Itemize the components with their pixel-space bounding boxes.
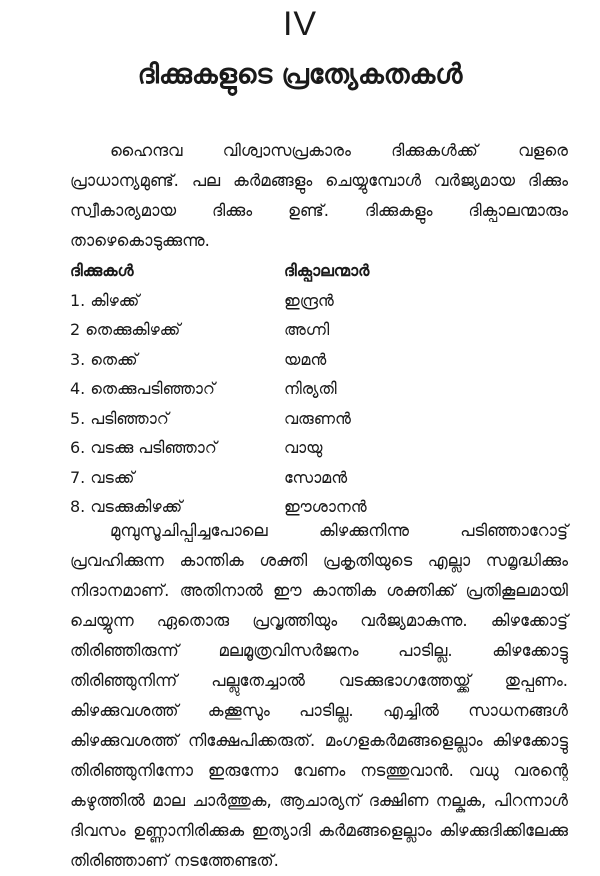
header-guardians: ദിക്പാലന്മാർ — [284, 261, 370, 280]
direction-cell: 5. പടിഞ്ഞാറ് — [70, 408, 169, 428]
guardian-cell: സോമൻ — [284, 467, 348, 487]
chapter-number: IV — [282, 5, 318, 43]
header-directions: ദിക്കുകൾ — [70, 261, 134, 280]
guardian-cell: നിര്യതി — [284, 379, 337, 398]
direction-cell: 2 തെക്കുകിഴക്ക് — [70, 320, 181, 339]
chapter-title: ദിക്കുകളുടെ പ്രത്യേകതകൾ — [137, 59, 463, 90]
table-row — [70, 374, 568, 404]
table-row — [70, 433, 568, 463]
table-row — [70, 286, 568, 316]
table-row — [70, 345, 568, 375]
direction-cell: 7. വടക്ക് — [70, 467, 135, 487]
guardian-cell: അഗ്നി — [284, 320, 330, 339]
table-row — [70, 404, 568, 434]
guardian-cell: യമൻ — [284, 349, 327, 369]
direction-cell: 6. വടക്കു പടിഞ്ഞാറ് — [70, 438, 217, 457]
directions-guardians-table — [70, 256, 568, 522]
table-row — [70, 315, 568, 345]
intro-paragraph: ഹൈന്ദവ വിശ്വാസപ്രകാരം ദിക്കുകൾക്ക് വളരെ പ്രാധാന്യമുണ്ട്. പല കർമങ്ങളും ചെയ്യുമ്പോൾ വർജ്യമായ ദിക്കും സ്വീകാര്യമായ ദിക്കും ഉണ്ട്. ദിക്കുകളും ദിക്പാലന്മാരും താഴെകൊടുക്കുന്നു. — [70, 141, 568, 250]
direction-cell: 4. തെക്കുപടിഞ്ഞാറ് — [70, 379, 215, 398]
body-paragraph: മുമ്പുസൂചിപ്പിച്ചപോലെ കിഴക്കുനിന്നു പടിഞ്ഞാറോട്ട് പ്രവഹിക്കുന്ന കാന്തിക ശക്തി പ്രകൃതിയുടെ എല്ലാ സമൃദ്ധിക്കും നിദാനമാണ്. അതിനാൽ ഈ കാന്തിക ശക്തിക്ക് പ്രതികൂലമായി ചെയ്യുന്ന ഏതൊരു പ്രവൃത്തിയും വർജ്യമാകുന്നു. കിഴക്കോട്ട് തിരിഞ്ഞിരുന്ന് മലമൂത്രവിസർജനം പാടില്ല. കിഴക്കോട്ടു തിരിഞ്ഞുനിന്ന് പല്ലുതേച്ചാൽ വടക്കുഭാഗത്തേയ്ക്ക് തുപ്പണം. കിഴക്കുവശത്ത് കക്കൂസും പാടില്ല. എച്ചിൽ സാധനങ്ങൾ കിഴക്കുവശത്ത് നിക്ഷേപിക്കരുത്. മംഗളകർമങ്ങളെല്ലാം കിഴക്കോട്ടു തിരിഞ്ഞുനിന്നോ ഇരുന്നോ വേണം നടത്തുവാൻ. വധു വരന്റെ കഴുത്തിൽ മാല ചാർത്തുക, ആചാര്യന് ദക്ഷിണ നല്കുക, പിറന്നാൾ ദിവസം ഉണ്ണാനിരിക്കുക ഇത്യാദി കർമങ്ങളെല്ലാം കിഴക്കുദിക്കിലേക്കു തിരിഞ്ഞാണ് നടത്തേണ്ടത്. — [70, 521, 568, 870]
direction-cell: 3. തെക്ക് — [70, 349, 138, 369]
guardian-cell: വരുണൻ — [284, 408, 351, 428]
guardian-cell: ഈശാനൻ — [284, 497, 367, 516]
direction-cell: 1. കിഴക്ക് — [70, 290, 140, 310]
table-row — [70, 463, 568, 493]
table-header — [70, 256, 568, 286]
guardian-cell: ഇന്ദ്രൻ — [284, 290, 334, 310]
guardian-cell: വായു — [284, 438, 323, 457]
direction-cell: 8. വടക്കുകിഴക്ക് — [70, 497, 183, 516]
